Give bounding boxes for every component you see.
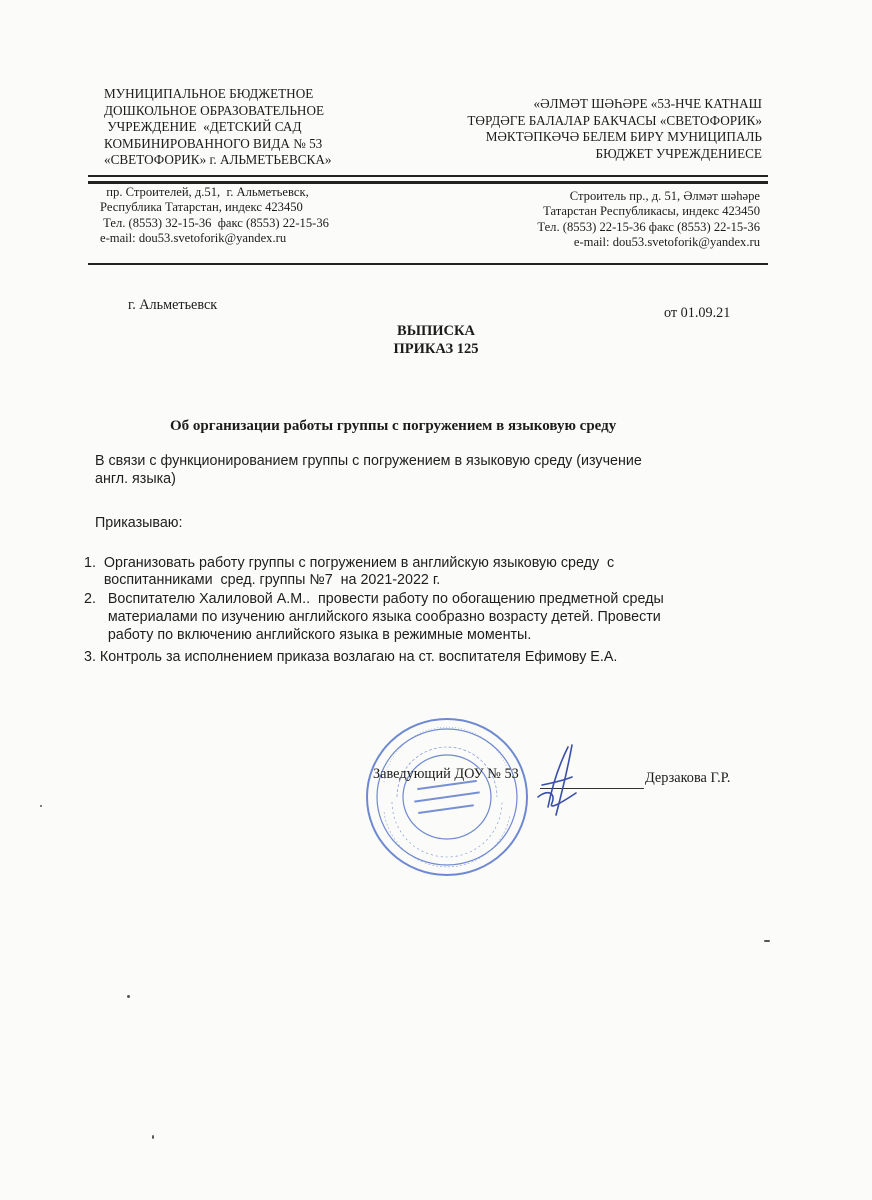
address-ru-line: e-mail: dou53.svetoforik@yandex.ru	[100, 231, 287, 246]
order-item-line: материалами по изучению английского языка сообразно возрасту детей. Провести	[84, 609, 661, 625]
address-ru-line: пр. Строителей, д.51, г. Альметьевск,	[100, 185, 309, 199]
address-tt	[470, 189, 760, 251]
header-org-tt	[432, 96, 762, 162]
signatory-name: Дерзакова Г.Р.	[645, 770, 731, 786]
org-ru-line: «СВЕТОФОРИК» г. АЛЬМЕТЬЕВСКА»	[104, 152, 332, 167]
address-tt-line: Строитель пр., д. 51, Әлмәт шәһәре	[569, 189, 760, 203]
document-title: ВЫПИСКА	[397, 323, 475, 339]
address-ru	[100, 185, 400, 247]
order-item-line: воспитанниками сред. группы №7 на 2021-2022 г.	[84, 572, 441, 588]
scan-speck	[127, 995, 130, 998]
scan-speck	[764, 940, 770, 942]
org-tt-line: «ӘЛМӘТ ШӘҺӘРЕ «53-НЧЕ КАТНАШ	[533, 96, 762, 111]
org-tt-line: БЮДЖЕТ УЧРЕЖДЕНИЕСЕ	[595, 145, 762, 161]
intro-line: англ. языка)	[95, 470, 176, 487]
order-word: Приказываю:	[95, 515, 183, 531]
handwritten-signature	[528, 737, 598, 827]
org-tt-line: МӘКТӘПКӘЧӘ БЕЛЕМ БИРҮ МУНИЦИПАЛЬ	[485, 129, 762, 144]
city: г. Альметьевск	[128, 297, 218, 313]
header-rule-top	[88, 175, 768, 177]
header-rule-bottom	[88, 181, 768, 184]
scan-speck	[40, 805, 42, 807]
order-item-line: 2. Воспитателю Халиловой А.М.. провести работу по обогащению предметной среды	[84, 591, 664, 607]
org-ru-line: МУНИЦИПАЛЬНОЕ БЮДЖЕТНОЕ	[104, 86, 314, 101]
signatory-position: Заведующий ДОУ № 53	[373, 766, 519, 782]
org-ru-line: КОМБИНИРОВАННОГО ВИДА № 53	[104, 135, 323, 151]
scan-speck	[152, 1135, 154, 1139]
order-item-line: 3. Контроль за исполнением приказа возлагаю на ст. воспитателя Ефимову Е.А.	[84, 649, 618, 665]
order-item-line: 1. Организовать работу группы с погружением в английскую языковую среду с	[84, 555, 615, 571]
header-org-ru	[104, 86, 424, 169]
address-tt-line: e-mail: dou53.svetoforik@yandex.ru	[573, 235, 760, 250]
address-ru-line: Тел. (8553) 32-15-36 факс (8553) 22-15-36	[100, 215, 329, 230]
document-date: от 01.09.21	[664, 305, 731, 321]
document-subject: Об организации работы группы с погружением в языковую среду	[170, 418, 617, 434]
address-tt-line: Татарстан Республикасы, индекс 423450	[543, 204, 760, 219]
order-item-line: работу по включению английского языка в режимные моменты.	[84, 627, 532, 643]
address-ru-line: Республика Татарстан, индекс 423450	[100, 200, 303, 215]
org-ru-line: УЧРЕЖДЕНИЕ «ДЕТСКИЙ САД	[104, 119, 302, 134]
address-tt-line: Тел. (8553) 22-15-36 факс (8553) 22-15-36	[537, 219, 760, 234]
intro-line: В связи с функционированием группы с погружением в языковую среду (изучение	[95, 453, 642, 469]
org-ru-line: ДОШКОЛЬНОЕ ОБРАЗОВАТЕЛЬНОЕ	[104, 102, 325, 118]
order-number: ПРИКАЗ 125	[393, 341, 479, 357]
intro-paragraph	[95, 453, 735, 488]
official-stamp	[362, 712, 532, 882]
org-tt-line: ТӨРДӘГЕ БАЛАЛАР БАКЧАСЫ «СВЕТОФОРИК»	[467, 112, 762, 128]
address-rule	[88, 263, 768, 265]
